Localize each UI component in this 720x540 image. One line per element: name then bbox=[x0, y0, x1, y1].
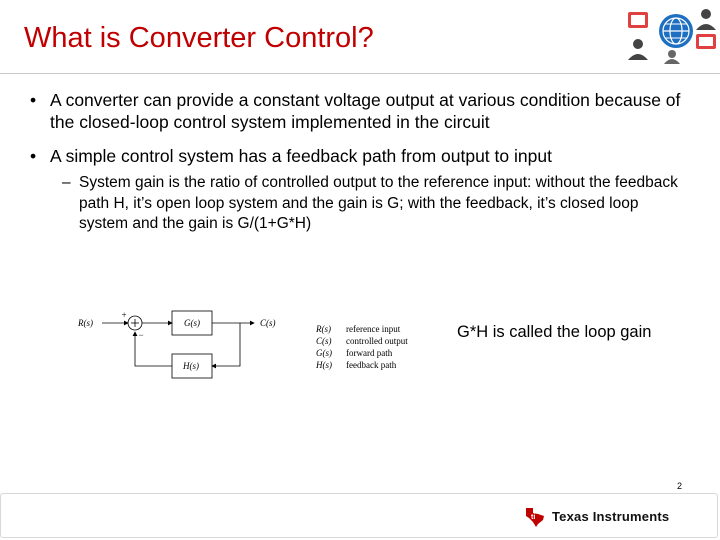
legend-symbol: H(s) bbox=[316, 360, 332, 370]
legend-symbol: G(s) bbox=[316, 348, 332, 358]
feedback-block-label: H(s) bbox=[183, 361, 199, 371]
diagram-legend bbox=[315, 324, 408, 370]
bullet-marker: • bbox=[30, 146, 37, 166]
feedback-block-diagram bbox=[72, 296, 452, 380]
loop-gain-note: G*H is called the loop gain bbox=[457, 323, 652, 341]
legend-meaning: feedback path bbox=[346, 360, 397, 370]
input-label: R(s) bbox=[78, 318, 93, 328]
legend-symbol: R(s) bbox=[316, 324, 331, 334]
forward-block-label: G(s) bbox=[184, 318, 200, 328]
bullet-item bbox=[30, 89, 690, 133]
slide-title: What is Converter Control? bbox=[24, 22, 374, 54]
sub-bullet-item bbox=[62, 173, 682, 235]
ti-logo bbox=[524, 504, 669, 528]
page-number: 2 bbox=[677, 481, 683, 491]
bullet-marker: • bbox=[30, 90, 37, 110]
title-divider bbox=[0, 73, 720, 74]
ti-logo-text: Texas Instruments bbox=[552, 508, 670, 524]
sub-bullet-text: System gain is the ratio of controlled output to the reference input: without the feedback path H, it’s open loop system and the gain is G; with the feedback, it’s closed loop system and the gain is G/(1+G*H) bbox=[79, 174, 678, 232]
legend-meaning: forward path bbox=[346, 348, 393, 358]
output-label: C(s) bbox=[260, 318, 276, 328]
bullet-text: A converter can provide a constant voltage output at various condition because of the closed-loop control system implemented in the circuit bbox=[50, 90, 681, 132]
sub-bullet-marker: – bbox=[62, 174, 71, 191]
people-network-icon bbox=[624, 4, 720, 64]
svg-text:ti: ti bbox=[531, 514, 536, 521]
plus-sign: + bbox=[121, 310, 128, 320]
bullet-text: A simple control system has a feedback path from output to input bbox=[50, 146, 552, 166]
legend-meaning: reference input bbox=[346, 324, 401, 334]
texas-state-icon bbox=[524, 505, 546, 527]
legend-meaning: controlled output bbox=[346, 336, 408, 346]
legend-symbol: C(s) bbox=[316, 336, 332, 346]
minus-sign: − bbox=[138, 330, 145, 340]
bullet-item bbox=[30, 145, 690, 167]
